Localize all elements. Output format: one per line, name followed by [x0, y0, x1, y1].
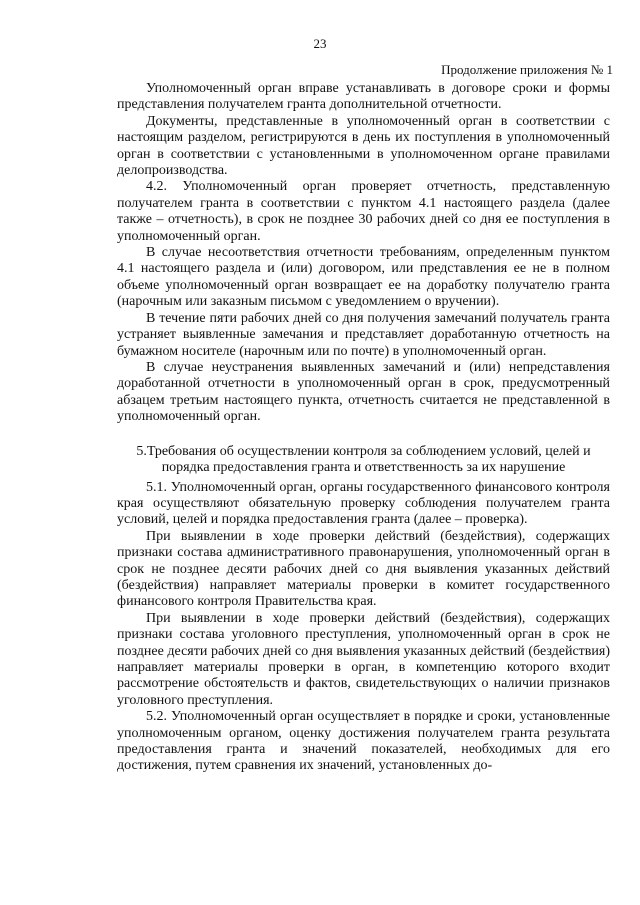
page-number: 23	[313, 36, 327, 51]
paragraph-document-registration: Документы, представленные в уполномоченный орган в соответствии с настоящим разделом, регистрируются в день их поступления в уполномоченный орган в соответствии с установленными в уполномоченном органе правилами делопроизводства.	[117, 113, 610, 179]
paragraph-report-return: В случае несоответствия отчетности требованиям, определенным пунктом 4.1 настоящего раздела и (или) договором, или представления ее не в полном объеме уполномоченный орган возвращает ее на доработку получателю гранта (нарочным или заказным письмом с уведомлением о вручении).	[117, 245, 610, 310]
paragraph-report-not-submitted: В случае неустранения выявленных замечаний и (или) непредставления доработанной отчетности в уполномоченный орган в срок, предусмотренный абзацем третьим настоящего пункта, отчетность считается не представленной в уполномоченный орган.	[117, 359, 610, 425]
paragraph-administrative-offense: При выявлении в ходе проверки действий (бездействия), содержащих признаки состава административного правонарушения, уполномоченный орган в срок не позднее десяти рабочих дней со дня выявления указанных действий (бездействия) направляет материалы проверки в комитет государственного финансового контроля Правительства края.	[117, 528, 610, 610]
appendix-continuation-note: Продолжение приложения № 1	[441, 62, 613, 77]
paragraph-5-1-mandatory-check: 5.1. Уполномоченный орган, органы государственного финансового контроля края осуществляют обязательную проверку соблюдения получателем гранта условий, целей и порядка предоставления гранта (далее – проверка).	[117, 479, 610, 528]
document-body	[117, 81, 610, 775]
paragraph-remarks-correction: В течение пяти рабочих дней со дня получения замечаний получатель гранта устраняет выявленные замечания и представляет доработанную отчетность на бумажном носителе (нарочным или по почте) в уполномоченный орган.	[117, 310, 610, 359]
paragraph-criminal-offense: При выявлении в ходе проверки действий (бездействия), содержащих признаки состава уголовного преступления, уполномоченный орган в срок не позднее десяти рабочих дней со дня выявления указанных действий (бездействия) направляет материалы проверки в орган, в компетенцию которого входит рассмотрение обстоятельств и фактов, свидетельствующих о наличии признаков уголовного преступления.	[117, 610, 610, 708]
paragraph-5-2-result-assessment: 5.2. Уполномоченный орган осуществляет в порядке и сроки, установленные уполномоченным органом, оценку достижения получателем гранта результата предоставления гранта и значений показателей, необходимых для его достижения, путем сравнения их значений, установленных до-	[117, 709, 610, 774]
section-5-heading: 5.Требования об осуществлении контроля за соблюдением условий, целей и порядка предоставления гранта и ответственность за их нарушение	[136, 443, 591, 475]
paragraph-4-2-report-check: 4.2. Уполномоченный орган проверяет отчетность, представленную получателем гранта в соответствии с пунктом 4.1 настоящего раздела (далее также – отчетность), в срок не позднее 30 рабочих дней со дня ее поступления в уполномоченный орган.	[117, 179, 610, 244]
paragraph-additional-reporting: Уполномоченный орган вправе устанавливать в договоре сроки и формы представления получателем гранта дополнительной отчетности.	[117, 81, 610, 113]
